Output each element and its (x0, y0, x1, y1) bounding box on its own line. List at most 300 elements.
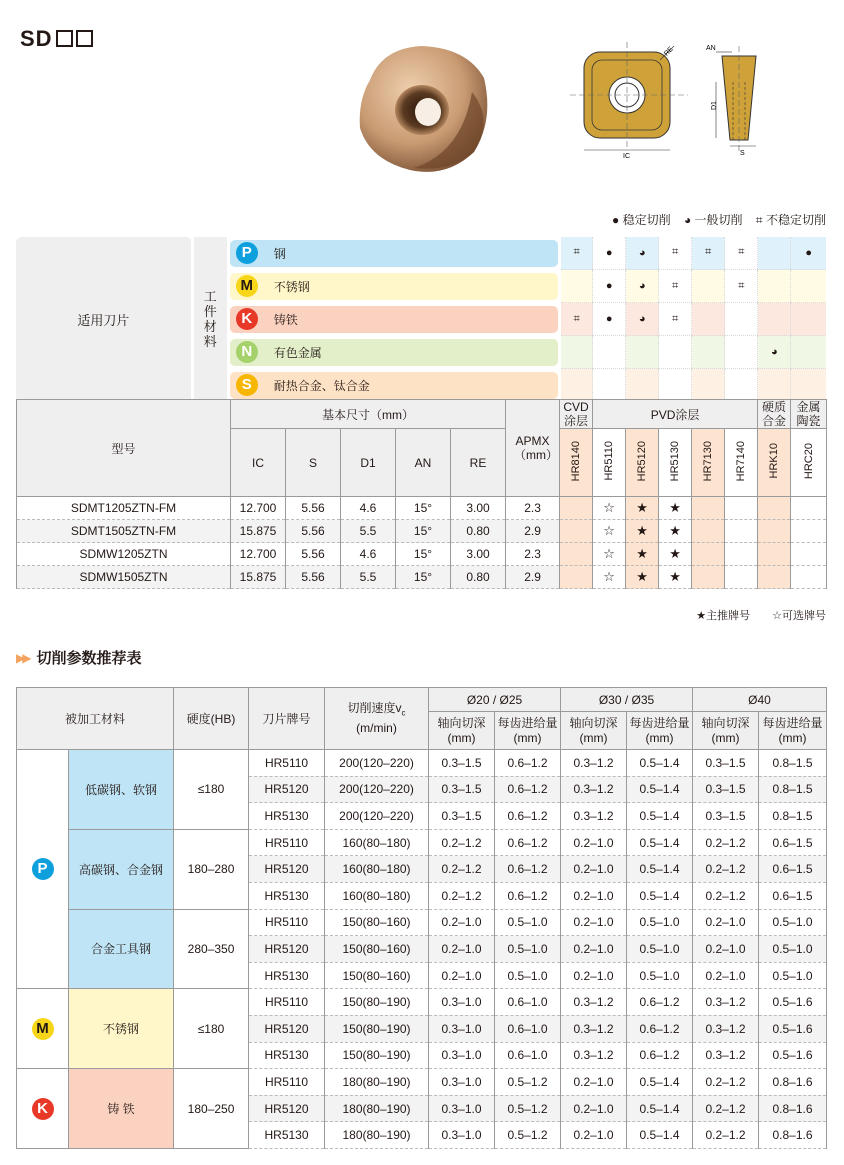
grade-value: HR5130 (249, 1122, 325, 1149)
cutting-legend (602, 211, 826, 228)
label-re: RE (663, 45, 675, 58)
param-value: 0.6–1.2 (627, 1042, 693, 1069)
grade-mark (725, 566, 758, 589)
param-value: 0.3–1.5 (693, 803, 759, 830)
param-value: 0.5–1.4 (627, 803, 693, 830)
spec-row (17, 497, 827, 520)
param-value: 0.5–1.0 (759, 962, 827, 989)
param-value: 0.2–1.2 (429, 856, 495, 883)
an-value: 15° (396, 497, 451, 520)
param-value: 0.2–1.0 (561, 1095, 627, 1122)
section-title: ▶▶ 切削参数推荐表 (16, 650, 142, 667)
param-value: 0.8–1.6 (759, 1122, 827, 1149)
legend-unstable: ⌗ 不稳定切削 (755, 213, 826, 227)
material-code-icon: S (236, 374, 258, 396)
param-value: 0.2–1.2 (693, 1069, 759, 1096)
label-s: S (740, 150, 745, 157)
an-value: 15° (396, 543, 451, 566)
suitability-mark (560, 270, 593, 303)
an-value: 15° (396, 566, 451, 589)
suitability-mark: ● (791, 237, 826, 270)
label-ic: IC (623, 153, 630, 160)
s-value: 5.56 (286, 543, 341, 566)
title-box-2 (76, 30, 93, 47)
ic-value: 12.700 (231, 543, 286, 566)
suitability-mark (758, 303, 791, 336)
param-value: 0.2–1.0 (429, 936, 495, 963)
material-type: 不锈钢 (69, 989, 174, 1069)
hardness-header: 硬度(HB) (174, 688, 249, 750)
cutting-row (17, 989, 827, 1016)
insert-model: SDMT1205ZTN-FM (17, 497, 231, 520)
s-value: 5.56 (286, 566, 341, 589)
suitability-mark (758, 237, 791, 270)
param-value: 0.3–1.2 (693, 989, 759, 1016)
feed-per-tooth-header: 每齿进给量 (mm) (495, 712, 561, 750)
param-value: 0.5–1.4 (627, 750, 693, 777)
param-value: 0.5–1.0 (495, 962, 561, 989)
legend-stable: ● 稳定切削 (612, 213, 671, 227)
param-value: 0.3–1.2 (693, 1042, 759, 1069)
grade-mark (791, 543, 827, 566)
spec-table (16, 399, 827, 589)
axial-depth-header: 轴向切深 (mm) (429, 712, 495, 750)
material-code-icon: P (236, 242, 258, 264)
basic-dims-header: 基本尺寸（mm） (231, 400, 506, 429)
suitability-mark (791, 369, 826, 402)
axial-depth-header: 轴向切深 (mm) (693, 712, 759, 750)
param-value: 0.5–1.2 (495, 1095, 561, 1122)
legend-general: ◕ 一般切削 (683, 213, 743, 227)
suitability-mark (626, 369, 659, 402)
param-value: 0.5–1.6 (759, 1015, 827, 1042)
suitability-mark (791, 270, 826, 303)
param-value: 0.3–1.0 (429, 1015, 495, 1042)
grade-mark: ★ (626, 543, 659, 566)
param-value: 0.3–1.0 (429, 1122, 495, 1149)
param-value: 0.2–1.2 (693, 1122, 759, 1149)
param-value: 0.2–1.2 (693, 1095, 759, 1122)
param-value: 0.3–1.2 (561, 989, 627, 1016)
grade-mark: ★ (659, 566, 692, 589)
insert-photo (352, 40, 498, 180)
param-value: 0.5–1.0 (495, 936, 561, 963)
suitability-mark (560, 369, 593, 402)
cutting-row (17, 1069, 827, 1096)
suitability-mark (593, 369, 626, 402)
material-name: 钢 (273, 246, 286, 261)
grade-value: HR5120 (249, 856, 325, 883)
grade-value: HR5130 (249, 803, 325, 830)
param-value: 0.6–1.2 (495, 776, 561, 803)
material-code-icon: N (236, 341, 258, 363)
param-value: 0.3–1.5 (429, 750, 495, 777)
speed-header: 切削速度$v_c$ (m/min) (325, 688, 429, 750)
cvd-header: CVD涂层 (560, 400, 593, 429)
feed-per-tooth-header: 每齿进给量 (mm) (627, 712, 693, 750)
grade-mark: ★ (626, 520, 659, 543)
suitability-mark: ◕ (626, 270, 659, 303)
grade-header: HR5130 (659, 429, 692, 497)
arrow-icon: ▶▶ (16, 650, 29, 665)
param-value: 0.2–1.2 (693, 856, 759, 883)
re-value: 0.80 (451, 520, 506, 543)
param-value: 0.5–1.0 (759, 909, 827, 936)
grade-mark: ☆ (593, 543, 626, 566)
d1-value: 4.6 (341, 543, 396, 566)
grade-value: HR5130 (249, 962, 325, 989)
grade-value: HR5130 (249, 1042, 325, 1069)
grade-mark (560, 497, 593, 520)
material-code-icon: K (32, 1098, 54, 1120)
grade-value: HR5110 (249, 909, 325, 936)
grade-header: HR8140 (560, 429, 593, 497)
material-code-cell (17, 750, 69, 989)
grade-mark (791, 497, 827, 520)
param-value: 0.2–1.0 (693, 909, 759, 936)
grade-mark (692, 566, 725, 589)
suitability-mark: ⌗ (560, 237, 593, 270)
param-value: 0.3–1.2 (693, 1015, 759, 1042)
suitability-mark (692, 303, 725, 336)
suitability-mark (725, 336, 758, 369)
speed-value: 180(80–190) (325, 1122, 429, 1149)
grade-header: HR5120 (626, 429, 659, 497)
param-value: 0.6–1.2 (627, 989, 693, 1016)
grade-mark (758, 543, 791, 566)
material-code-icon: M (32, 1018, 54, 1040)
material-name: 有色金属 (273, 345, 322, 360)
param-value: 0.5–1.6 (759, 1042, 827, 1069)
suitability-mark (593, 336, 626, 369)
param-value: 0.2–1.0 (561, 856, 627, 883)
suitability-mark: ● (593, 270, 626, 303)
grade-mark: ★ (659, 520, 692, 543)
grade-header: HR7140 (725, 429, 758, 497)
title-box-1 (56, 30, 73, 47)
pvd-header: PVD涂层 (593, 400, 758, 429)
grade-mark (725, 520, 758, 543)
page-title: SD (20, 26, 93, 52)
param-value: 0.2–1.0 (561, 909, 627, 936)
axial-depth-header: 轴向切深 (mm) (561, 712, 627, 750)
suitability-mark (758, 369, 791, 402)
speed-value: 160(80–180) (325, 829, 429, 856)
param-value: 0.3–1.2 (561, 803, 627, 830)
material-name-cell (228, 303, 559, 336)
apmx-value: 2.3 (506, 543, 560, 566)
grade-mark (692, 543, 725, 566)
param-value: 0.6–1.2 (495, 882, 561, 909)
grade-mark (560, 520, 593, 543)
param-value: 0.6–1.2 (495, 829, 561, 856)
material-code-cell (17, 989, 69, 1069)
dim-header-ic: IC (231, 429, 286, 497)
grade-value: HR5110 (249, 989, 325, 1016)
grade-mark (791, 566, 827, 589)
suitability-mark (725, 369, 758, 402)
suitability-mark (560, 336, 593, 369)
suitability-mark: ⌗ (692, 237, 725, 270)
grade-mark: ★ (659, 543, 692, 566)
material-code-cell (17, 1069, 69, 1149)
param-value: 0.2–1.0 (429, 962, 495, 989)
insert-drawing (570, 42, 840, 162)
material-name-cell (228, 336, 559, 369)
suitability-mark (626, 336, 659, 369)
hardness-value: 280–350 (174, 909, 249, 989)
spec-row (17, 520, 827, 543)
param-value: 0.6–1.2 (495, 856, 561, 883)
cutting-row (17, 909, 827, 936)
grade-header: HRC20 (791, 429, 827, 497)
param-value: 0.2–1.0 (561, 1069, 627, 1096)
speed-value: 160(80–180) (325, 856, 429, 883)
spec-row (17, 566, 827, 589)
param-value: 0.8–1.5 (759, 750, 827, 777)
grade-mark (692, 520, 725, 543)
grade-note: ★主推牌号 ☆可选牌号 (696, 610, 826, 622)
apmx-value: 2.3 (506, 497, 560, 520)
speed-value: 150(80–160) (325, 936, 429, 963)
insert-model: SDMW1205ZTN (17, 543, 231, 566)
grade-value: HR5120 (249, 1015, 325, 1042)
suitability-mark: ● (593, 303, 626, 336)
re-value: 3.00 (451, 543, 506, 566)
apmx-value: 2.9 (506, 520, 560, 543)
grade-mark (758, 520, 791, 543)
param-value: 0.5–1.2 (495, 1069, 561, 1096)
speed-value: 150(80–190) (325, 1015, 429, 1042)
speed-value: 180(80–190) (325, 1095, 429, 1122)
re-value: 0.80 (451, 566, 506, 589)
param-value: 0.6–1.5 (759, 856, 827, 883)
grade-mark (758, 566, 791, 589)
suitability-mark: ◕ (626, 237, 659, 270)
s-value: 5.56 (286, 520, 341, 543)
suitability-mark (758, 270, 791, 303)
cermet-header: 金属陶瓷 (791, 400, 827, 429)
grade-mark: ★ (626, 497, 659, 520)
grade-value: HR5110 (249, 750, 325, 777)
dim-header-d1: D1 (341, 429, 396, 497)
feed-per-tooth-header: 每齿进给量 (mm) (759, 712, 827, 750)
suitability-mark (692, 369, 725, 402)
suitability-mark (791, 303, 826, 336)
dim-header-re: RE (451, 429, 506, 497)
speed-value: 180(80–190) (325, 1069, 429, 1096)
cutting-row (17, 829, 827, 856)
param-value: 0.5–1.0 (627, 936, 693, 963)
grade-mark (692, 497, 725, 520)
param-value: 0.8–1.5 (759, 803, 827, 830)
param-value: 0.2–1.2 (693, 882, 759, 909)
param-value: 0.6–1.2 (495, 750, 561, 777)
grade-value: HR5130 (249, 882, 325, 909)
param-value: 0.5–1.4 (627, 776, 693, 803)
speed-value: 200(120–220) (325, 803, 429, 830)
grade-mark (791, 520, 827, 543)
hardness-value: 180–250 (174, 1069, 249, 1149)
param-value: 0.8–1.6 (759, 1069, 827, 1096)
param-value: 0.5–1.4 (627, 856, 693, 883)
speed-value: 150(80–190) (325, 1042, 429, 1069)
param-value: 0.5–1.4 (627, 1122, 693, 1149)
dim-header-s: S (286, 429, 341, 497)
applicable-insert-label: 适用刀片 (16, 237, 192, 402)
param-value: 0.3–1.2 (561, 1042, 627, 1069)
grade-value: HR5120 (249, 936, 325, 963)
grade-value: HR5120 (249, 776, 325, 803)
param-value: 0.5–1.2 (495, 1122, 561, 1149)
speed-value: 200(120–220) (325, 750, 429, 777)
grade-value: HR5110 (249, 1069, 325, 1096)
param-value: 0.2–1.0 (693, 936, 759, 963)
material-row (16, 237, 826, 270)
suitability-mark (659, 336, 692, 369)
suitability-mark: ⌗ (560, 303, 593, 336)
grade-mark (560, 566, 593, 589)
suitability-mark (725, 303, 758, 336)
dim-header-an: AN (396, 429, 451, 497)
grade-header: HR5110 (593, 429, 626, 497)
material-header: 被加工材料 (17, 688, 174, 750)
model-header: 型号 (17, 400, 231, 497)
speed-value: 200(120–220) (325, 776, 429, 803)
material-name-cell (228, 270, 559, 303)
material-name-cell (228, 369, 559, 402)
material-type: 高碳钢、合金钢 (69, 829, 174, 909)
grade-mark (725, 497, 758, 520)
speed-value: 150(80–190) (325, 989, 429, 1016)
cutting-table (16, 687, 827, 1149)
suitability-mark: ⌗ (725, 270, 758, 303)
param-value: 0.2–1.0 (561, 962, 627, 989)
param-value: 0.6–1.5 (759, 882, 827, 909)
param-value: 0.2–1.2 (693, 829, 759, 856)
param-value: 0.2–1.0 (561, 936, 627, 963)
param-value: 0.5–1.0 (627, 962, 693, 989)
diameter-header: Ø40 (693, 688, 827, 712)
diameter-header: Ø20 / Ø25 (429, 688, 561, 712)
material-type: 合金工具钢 (69, 909, 174, 989)
material-code-icon: P (32, 858, 54, 880)
material-name-cell (228, 237, 559, 270)
apmx-header: APMX（mm） (506, 400, 560, 497)
d1-value: 5.5 (341, 566, 396, 589)
ic-value: 15.875 (231, 566, 286, 589)
diameter-header: Ø30 / Ø35 (561, 688, 693, 712)
param-value: 0.2–1.0 (429, 909, 495, 936)
hardness-value: ≤180 (174, 750, 249, 830)
material-name: 铸铁 (273, 312, 298, 327)
material-name: 耐热合金、钛合金 (273, 378, 370, 393)
param-value: 0.6–1.2 (495, 803, 561, 830)
param-value: 0.5–1.4 (627, 829, 693, 856)
param-value: 0.6–1.0 (495, 989, 561, 1016)
application-table (16, 235, 826, 403)
suitability-mark: ◕ (626, 303, 659, 336)
an-value: 15° (396, 520, 451, 543)
label-an: AN (706, 45, 716, 52)
param-value: 0.6–1.0 (495, 1042, 561, 1069)
param-value: 0.3–1.0 (429, 1042, 495, 1069)
suitability-mark: ⌗ (659, 303, 692, 336)
grade-mark (725, 543, 758, 566)
param-value: 0.3–1.2 (561, 1015, 627, 1042)
suitability-mark (692, 336, 725, 369)
param-value: 0.2–1.0 (561, 1122, 627, 1149)
suitability-mark: ● (593, 237, 626, 270)
grade-mark: ★ (626, 566, 659, 589)
d1-value: 4.6 (341, 497, 396, 520)
hardness-value: ≤180 (174, 989, 249, 1069)
grade-header: HR7130 (692, 429, 725, 497)
d1-value: 5.5 (341, 520, 396, 543)
grade-header: 刀片牌号 (249, 688, 325, 750)
param-value: 0.3–1.2 (561, 750, 627, 777)
param-value: 0.3–1.0 (429, 1095, 495, 1122)
spec-row (17, 543, 827, 566)
grade-mark: ☆ (593, 497, 626, 520)
material-type: 铸 铁 (69, 1069, 174, 1149)
carbide-header: 硬质合金 (758, 400, 791, 429)
insert-model: SDMT1505ZTN-FM (17, 520, 231, 543)
s-value: 5.56 (286, 497, 341, 520)
grade-value: HR5120 (249, 1095, 325, 1122)
param-value: 0.2–1.0 (693, 962, 759, 989)
param-value: 0.5–1.4 (627, 1069, 693, 1096)
param-value: 0.5–1.6 (759, 989, 827, 1016)
grade-header: HRK10 (758, 429, 791, 497)
param-value: 0.3–1.5 (429, 803, 495, 830)
speed-value: 150(80–160) (325, 962, 429, 989)
param-value: 0.5–1.4 (627, 1095, 693, 1122)
apmx-value: 2.9 (506, 566, 560, 589)
suitability-mark (692, 270, 725, 303)
grade-mark: ☆ (593, 566, 626, 589)
cutting-row (17, 750, 827, 777)
param-value: 0.3–1.2 (561, 776, 627, 803)
material-type: 低碳钢、软钢 (69, 750, 174, 830)
material-code-icon: K (236, 308, 258, 330)
suitability-mark (791, 336, 826, 369)
suitability-mark: ⌗ (725, 237, 758, 270)
speed-value: 150(80–160) (325, 909, 429, 936)
param-value: 0.2–1.0 (561, 829, 627, 856)
param-value: 0.3–1.5 (693, 750, 759, 777)
hardness-value: 180–280 (174, 829, 249, 909)
param-value: 0.3–1.5 (693, 776, 759, 803)
suitability-mark: ⌗ (659, 270, 692, 303)
grade-mark: ★ (659, 497, 692, 520)
param-value: 0.5–1.0 (759, 936, 827, 963)
material-code-icon: M (236, 275, 258, 297)
re-value: 3.00 (451, 497, 506, 520)
suitability-mark: ⌗ (659, 237, 692, 270)
param-value: 0.6–1.0 (495, 1015, 561, 1042)
param-value: 0.3–1.0 (429, 989, 495, 1016)
param-value: 0.8–1.6 (759, 1095, 827, 1122)
param-value: 0.5–1.0 (495, 909, 561, 936)
grade-mark (758, 497, 791, 520)
param-value: 0.5–1.4 (627, 882, 693, 909)
param-value: 0.6–1.2 (627, 1015, 693, 1042)
insert-model: SDMW1505ZTN (17, 566, 231, 589)
workpiece-label: 工件材料 (192, 237, 228, 402)
label-d1: D1 (711, 101, 718, 110)
param-value: 0.2–1.0 (561, 882, 627, 909)
